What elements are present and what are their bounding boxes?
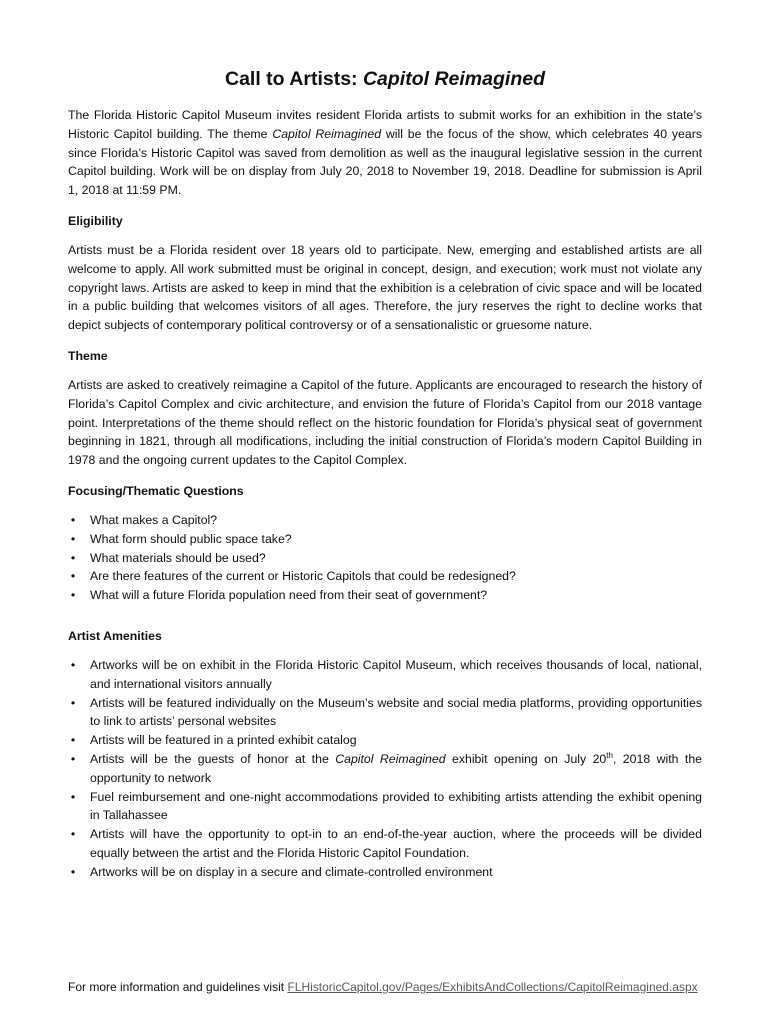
footer [68, 979, 698, 995]
intro-paragraph [68, 106, 702, 200]
questions-list [68, 511, 702, 605]
amenity-text: Fuel reimbursement and one-night accommodations provided to exhibiting artists attending the exhibit opening in Tallahassee [90, 789, 702, 823]
list-item [68, 511, 702, 530]
list-item [68, 788, 702, 826]
footer-link[interactable]: FLHistoricCapitol.gov/Pages/ExhibitsAndCollections/CapitolReimagined.aspx [287, 980, 698, 994]
bullet-icon: • [70, 864, 76, 879]
list-item [68, 694, 702, 732]
amenity-text: Artists will have the opportunity to opt-in to an end-of-the-year auction, where the proceeds will be divided equally between the artist and the Florida Historic Capitol Foundation. [90, 827, 702, 860]
amenity-text: Artists will be featured individually on the Museum’s website and social media platforms, providing opportunities to link to artists’ personal websites [90, 695, 702, 729]
amenities-heading: Artist Amenities [68, 628, 162, 643]
document-body [68, 66, 702, 894]
spacer [68, 617, 702, 627]
question-text: What form should public space take? [90, 531, 292, 546]
list-item [68, 825, 702, 863]
list-item [68, 656, 702, 694]
amenities-list [68, 656, 702, 882]
amenity-text: Artworks will be on display in a secure and climate-controlled environment [90, 864, 493, 879]
bullet-icon: • [70, 550, 76, 565]
bullet-icon: • [70, 531, 76, 546]
bullet-icon: • [70, 588, 76, 603]
intro-part1: The Florida Historic Capitol Museum invites resident Florida artists to submit works for an exhibition in the state’s Historic Capitol building. The theme [68, 108, 702, 141]
list-item [68, 731, 702, 750]
amenity-text-mid: exhibit opening on July 20 [445, 751, 607, 766]
title-prefix: Call to Artists: [225, 68, 363, 90]
question-text: What materials should be used? [90, 550, 266, 565]
page-title [68, 66, 702, 92]
bullet-icon: • [70, 751, 76, 766]
question-text: What will a future Florida population need from their seat of government? [90, 588, 488, 603]
amenity-text-italic: Capitol Reimagined [335, 751, 446, 766]
footer-text: For more information and guidelines visit [68, 980, 288, 994]
list-item [68, 530, 702, 549]
amenity-text: Artists will be featured in a printed exhibit catalog [90, 733, 357, 748]
list-item [68, 863, 702, 882]
amenity-text: Artworks will be on exhibit in the Florida Historic Capitol Museum, which receives thousands of local, national, and international visitors annually [90, 657, 702, 691]
amenity-text-sup: th [606, 750, 613, 760]
list-item [68, 567, 702, 586]
eligibility-paragraph: Artists must be a Florida resident over 18 years old to participate. New, emerging and established artists are all welcome to apply. All work submitted must be original in concept, design, and execution; work must not violate any copyright laws. Artists are asked to keep in mind that the exhibition is a celebration of civic space and will be located in a public building that welcomes visitors of all ages. Therefore, the jury reserves the right to decline works that depict subjects of contemporary political controversy or of a sensationalistic or gruesome nature. [68, 242, 702, 333]
bullet-icon: • [70, 827, 76, 842]
amenity-text-pre: Artists will be the guests of honor at the [90, 751, 336, 766]
list-item [68, 549, 702, 568]
title-italic: Capitol Reimagined [362, 68, 545, 90]
list-item [68, 586, 702, 605]
bullet-icon: • [70, 695, 76, 710]
bullet-icon: • [70, 512, 76, 527]
question-text: What makes a Capitol? [90, 512, 218, 527]
intro-part2: will be the focus of the show, which celebrates 40 years since Florida’s Historic Capitol was saved from demolition as well as the inaugural legislative session in the current Capitol building. Work will be on display from July 20, 2018 to November 19, 2018. Deadline for submission is April 1, 2018 at 11:59 PM. [68, 126, 702, 198]
questions-heading: Focusing/Thematic Questions [68, 483, 244, 498]
theme-paragraph: Artists are asked to creatively reimagine a Capitol of the future. Applicants are encouraged to research the history of Florida’s Capitol Complex and civic architecture, and envision the future of Florida’s Capitol from our 2018 vantage point. Interpretations of the theme should reflect on the historic foundation for Florida’s physical seat of government beginning in 1821, through all modifications, including the initial construction of Florida’s modern Capitol Building in 1978 and the ongoing current updates to the Capitol Complex. [68, 377, 702, 468]
bullet-icon: • [70, 789, 76, 804]
amenity-text-post: , 2018 with the opportunity to network [90, 751, 702, 785]
question-text: Are there features of the current or Historic Capitols that could be redesigned? [90, 569, 516, 584]
bullet-icon: • [70, 733, 76, 748]
intro-italic: Capitol Reimagined [272, 126, 382, 141]
eligibility-heading: Eligibility [68, 213, 123, 228]
bullet-icon: • [70, 569, 76, 584]
list-item [68, 750, 702, 788]
bullet-icon: • [70, 657, 76, 672]
theme-heading: Theme [68, 348, 108, 363]
